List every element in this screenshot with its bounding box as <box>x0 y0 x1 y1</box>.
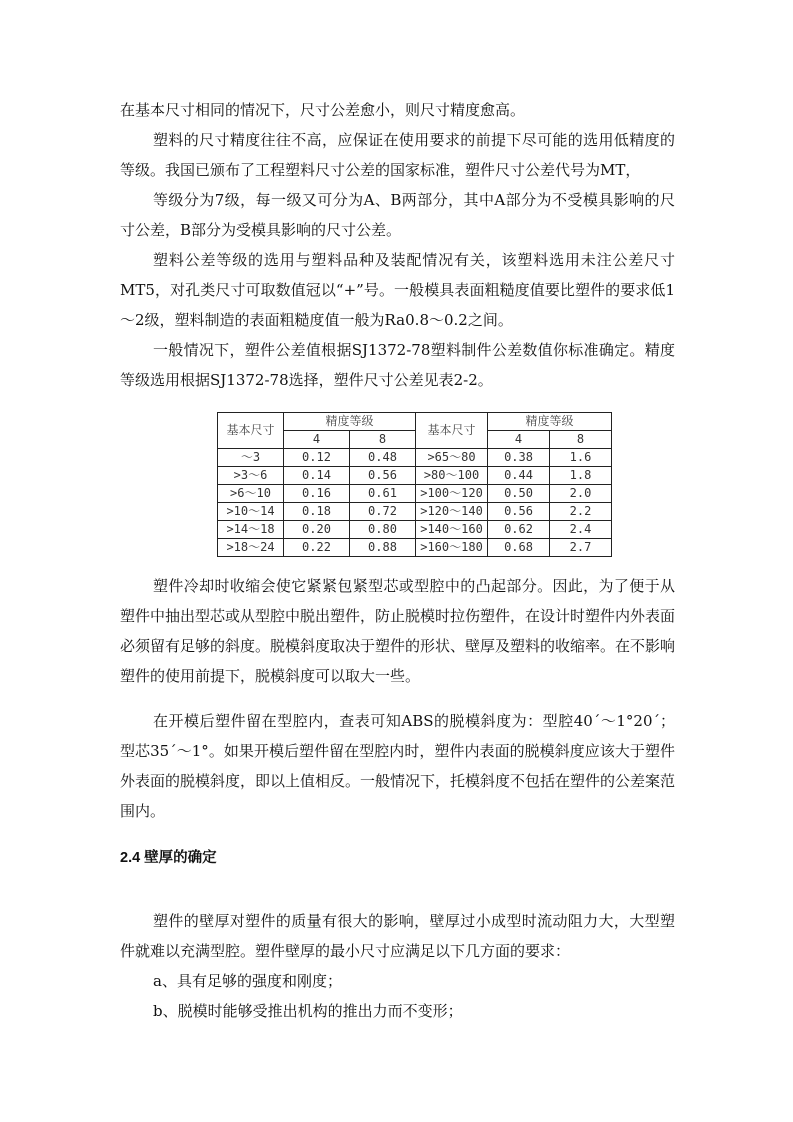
cell-size: >65～80 <box>416 449 488 467</box>
cell-size: >6～10 <box>218 485 284 503</box>
cell-size: >80～100 <box>416 467 488 485</box>
paragraph-wall-thickness: 塑件的壁厚对塑件的质量有很大的影响，壁厚过小成型时流动阻力大，大型塑件就难以充满型腔。塑件壁厚的最小尺寸应满足以下几方面的要求： <box>120 912 675 960</box>
cell-value: 1.8 <box>550 467 612 485</box>
cell-value: 0.88 <box>350 539 416 557</box>
cell-value: 0.56 <box>488 503 550 521</box>
cell-value: 0.14 <box>284 467 350 485</box>
cell-value: 0.80 <box>350 521 416 539</box>
paragraph-abs-draft: 在开模后塑件留在型腔内，查表可知ABS的脱模斜度为：型腔40´～1°20´；型芯35´～1°。如果开模后塑件留在型腔内时，塑件内表面的脱模斜度应该大于塑件外表面的脱模斜度，即以上值相反。一般情况下，托模斜度不包括在塑件的公差案范围内。 <box>120 712 676 820</box>
table-header-row <box>218 413 612 431</box>
tolerance-table <box>217 412 612 557</box>
cell-value: 0.61 <box>350 485 416 503</box>
tolerance-table-wrapper <box>217 412 611 557</box>
cell-value: 0.62 <box>488 521 550 539</box>
header-grade-8: 8 <box>350 431 416 449</box>
paragraph-precision-standard: 塑料的尺寸精度往往不高，应保证在使用要求的前提下尽可能的选用低精度的等级。我国已颁布了工程塑料尺寸公差的国家标准，塑件尺寸公差代号为MT， <box>120 131 675 179</box>
cell-size: >120～140 <box>416 503 488 521</box>
header-basic-size: 基本尺寸 <box>218 413 284 449</box>
cell-value: 0.44 <box>488 467 550 485</box>
cell-value: 2.4 <box>550 521 612 539</box>
header-basic-size-2: 基本尺寸 <box>416 413 488 449</box>
cell-value: 2.7 <box>550 539 612 557</box>
cell-value: 0.48 <box>350 449 416 467</box>
table-row <box>218 449 612 467</box>
table-row <box>218 503 612 521</box>
cell-size: >14～18 <box>218 521 284 539</box>
paragraph-draft-angle: 塑件冷却时收缩会使它紧紧包紧型芯或型腔中的凸起部分。因此，为了便于从塑件中抽出型芯或从型腔中脱出塑件，防止脱模时拉伤塑件，在设计时塑件内外表面必须留有足够的斜度。脱模斜度取决于塑件的形状、壁厚及塑料的收缩率。在不影响塑件的使用前提下，脱模斜度可以取大一些。 <box>120 577 676 685</box>
cell-value: 0.18 <box>284 503 350 521</box>
cell-value: 0.20 <box>284 521 350 539</box>
header-grade-4b: 4 <box>488 431 550 449</box>
cell-value: 0.12 <box>284 449 350 467</box>
table-row <box>218 521 612 539</box>
paragraph-tolerance-standard: 一般情况下，塑件公差值根据SJ1372-78塑料制件公差数值你标准确定。精度等级选用根据SJ1372-78选择，塑件尺寸公差见表2-2。 <box>120 341 675 389</box>
cell-size: >100～120 <box>416 485 488 503</box>
paragraph-grade-levels: 等级分为7级，每一级又可分为A、B两部分，其中A部分为不受模具影响的尺寸公差，B部分为受模具影响的尺寸公差。 <box>120 191 675 239</box>
list-item-strength: a、具有足够的强度和刚度； <box>153 972 342 990</box>
cell-value: 0.56 <box>350 467 416 485</box>
cell-value: 0.50 <box>488 485 550 503</box>
table-row <box>218 467 612 485</box>
cell-size: >160～180 <box>416 539 488 557</box>
cell-value: 0.72 <box>350 503 416 521</box>
section-heading: 2.4 壁厚的确定 <box>120 850 217 866</box>
cell-value: 1.6 <box>550 449 612 467</box>
cell-value: 0.68 <box>488 539 550 557</box>
paragraph-precision-intro: 在基本尺寸相同的情况下，尺寸公差愈小，则尺寸精度愈高。 <box>120 101 526 119</box>
header-grade-8b: 8 <box>550 431 612 449</box>
header-grade-4: 4 <box>284 431 350 449</box>
table-row <box>218 485 612 503</box>
cell-size: >3～6 <box>218 467 284 485</box>
header-precision-grade-2: 精度等级 <box>488 413 612 431</box>
cell-value: 2.2 <box>550 503 612 521</box>
cell-size: >140～160 <box>416 521 488 539</box>
list-item-ejection: b、脱模时能够受推出机构的推出力而不变形； <box>153 1002 463 1020</box>
cell-value: 0.16 <box>284 485 350 503</box>
cell-value: 0.22 <box>284 539 350 557</box>
cell-size: >10～14 <box>218 503 284 521</box>
header-precision-grade: 精度等级 <box>284 413 416 431</box>
cell-value: 0.38 <box>488 449 550 467</box>
paragraph-tolerance-selection: 塑料公差等级的选用与塑料品种及装配情况有关，该塑料选用未注公差尺寸MT5，对孔类尺寸可取数值冠以“+”号。一般模具表面粗糙度值要比塑件的要求低1～2级，塑料制造的表面粗糙度值一般为Ra0.8～0.2之间。 <box>120 251 675 329</box>
table-row <box>218 539 612 557</box>
cell-size: >18～24 <box>218 539 284 557</box>
cell-size: ～3 <box>218 449 284 467</box>
cell-value: 2.0 <box>550 485 612 503</box>
